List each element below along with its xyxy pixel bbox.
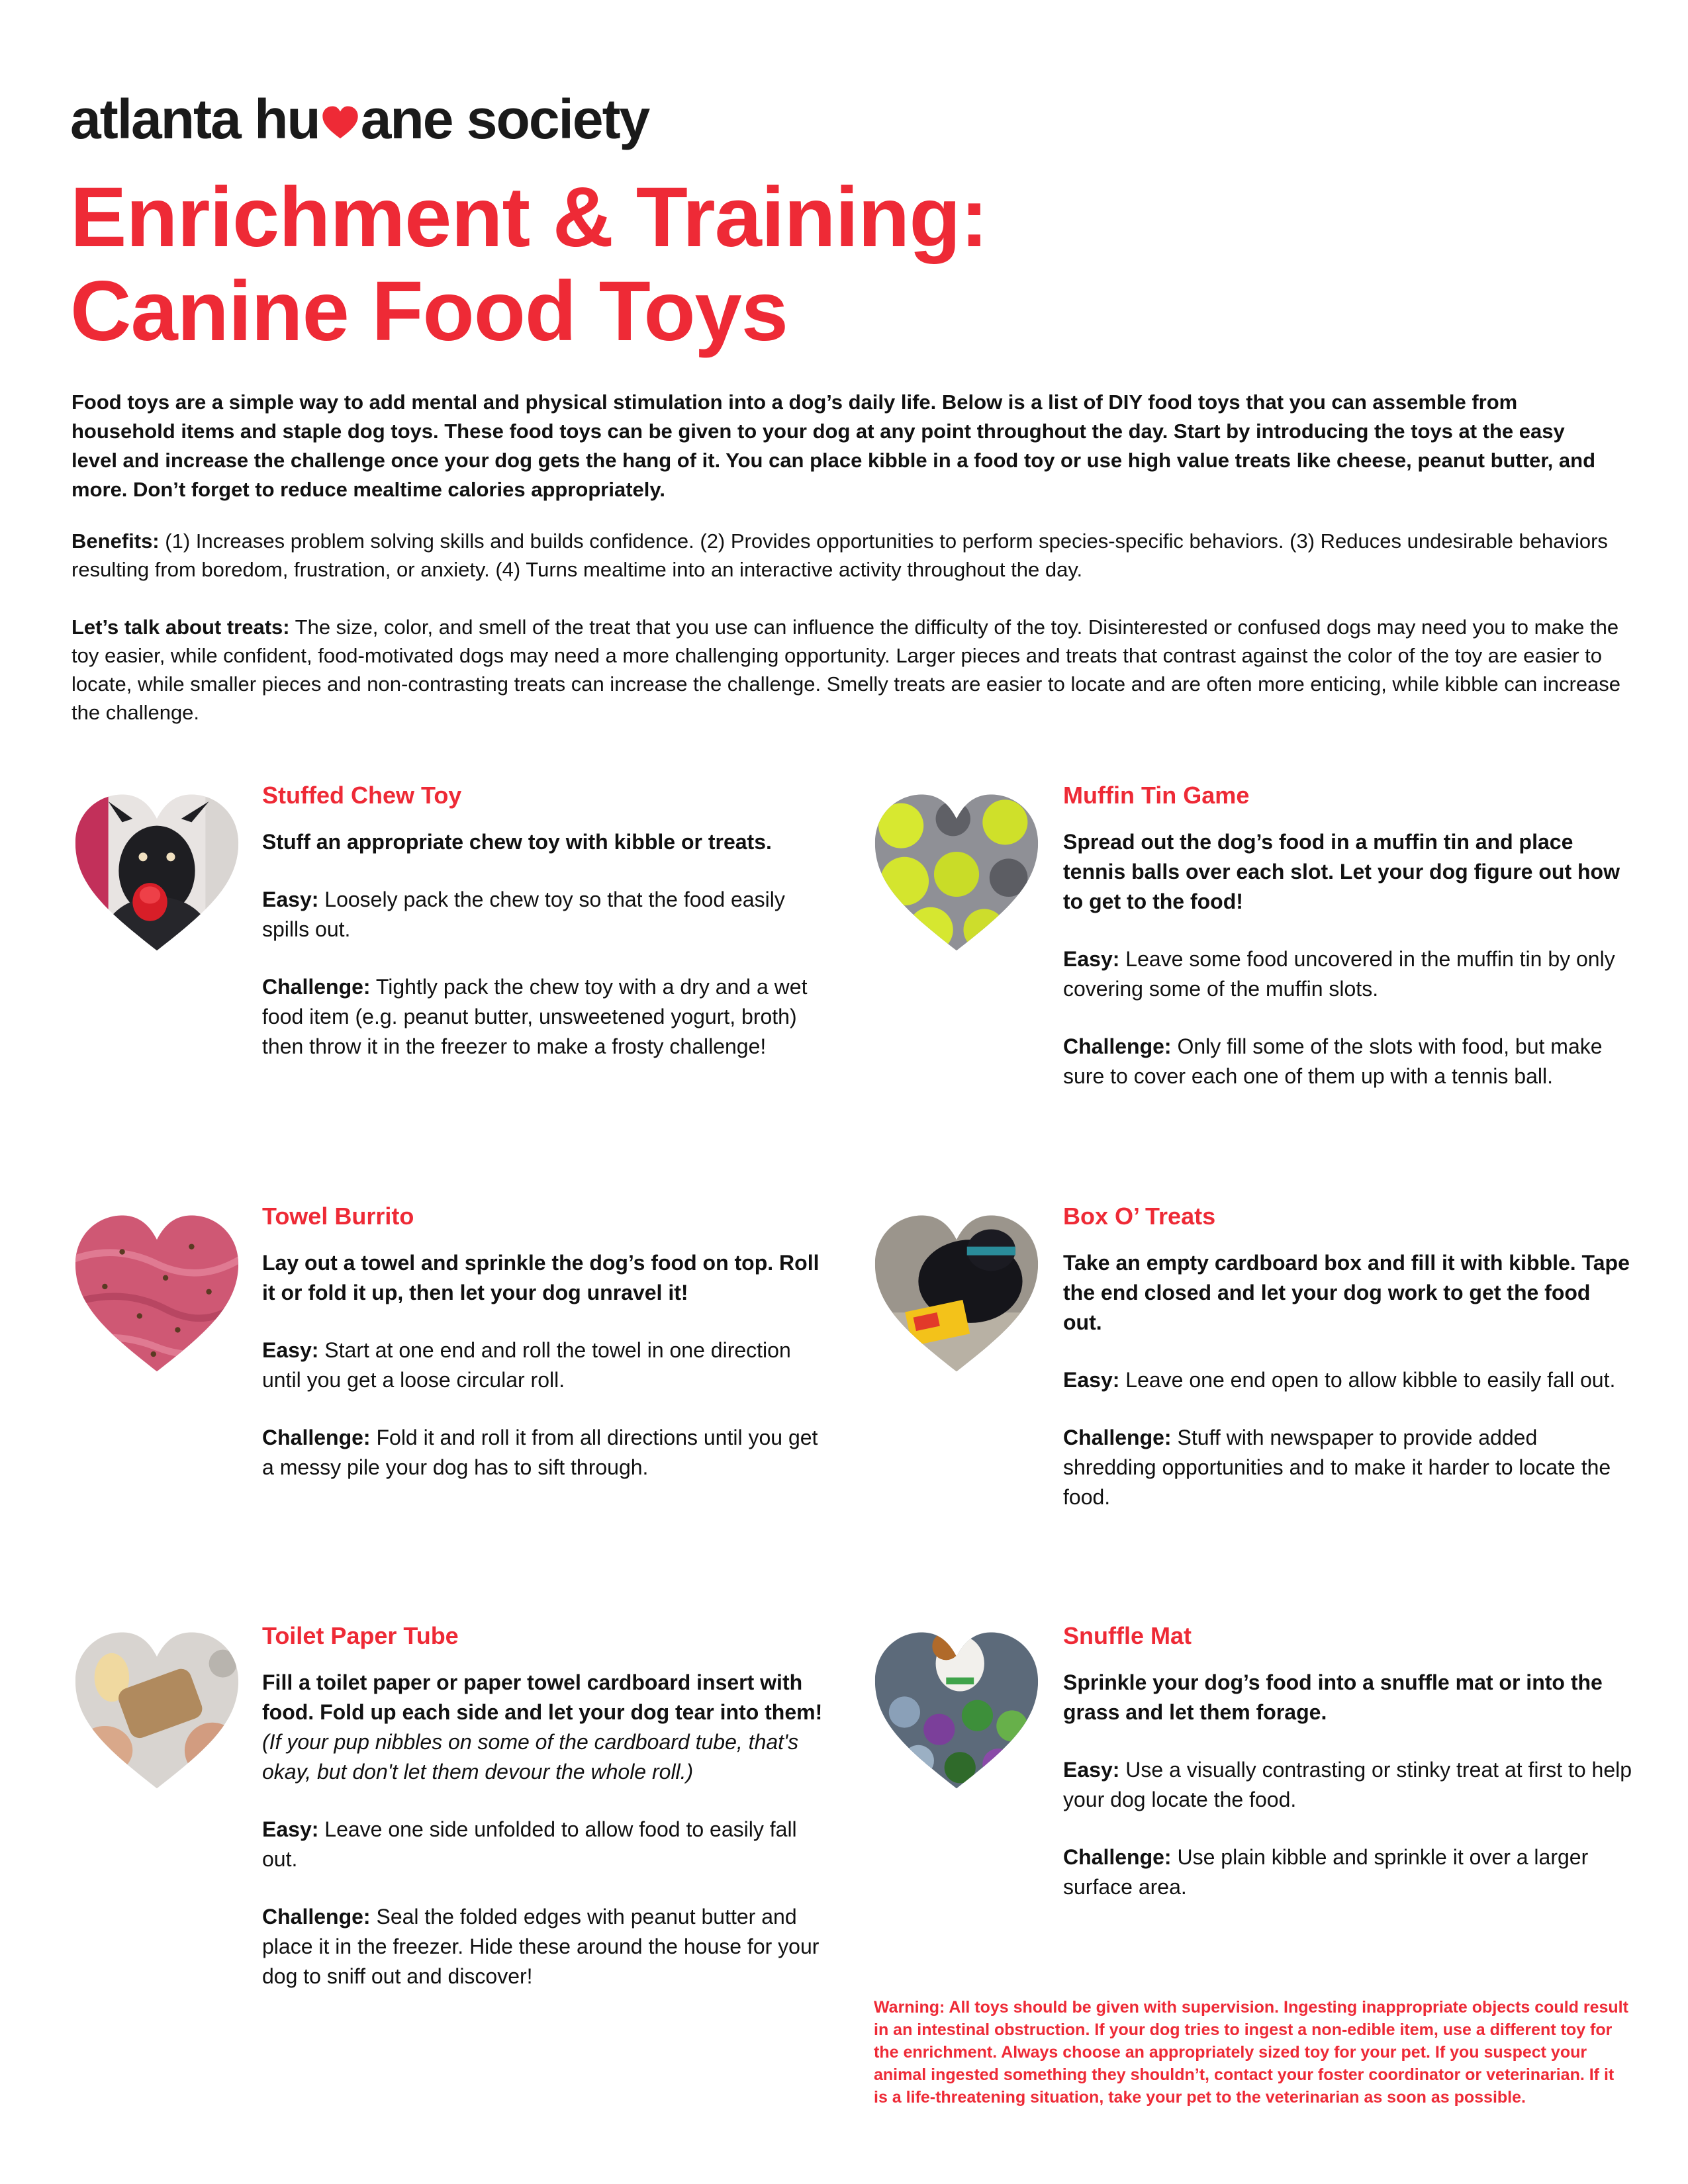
card-lead: Stuff an appropriate chew toy with kibble or treats. bbox=[262, 830, 772, 854]
challenge-label: Challenge: bbox=[1063, 1426, 1172, 1449]
challenge-text: Use plain kibble and sprinkle it over a larger surface area. bbox=[1063, 1845, 1589, 1899]
card-lead: Take an empty cardboard box and fill it with kibble. Tape the end closed and let your dog work to get the food out. bbox=[1063, 1251, 1630, 1334]
logo-text-start: atlanta hu bbox=[70, 88, 320, 150]
easy-text: Leave one end open to allow kibble to easily fall out. bbox=[1119, 1368, 1616, 1392]
benefits-label: Benefits: bbox=[71, 529, 160, 553]
easy-label: Easy: bbox=[1063, 947, 1120, 971]
card-title: Stuffed Chew Toy bbox=[262, 782, 462, 809]
card-lead bbox=[262, 1668, 831, 1787]
easy-label: Easy: bbox=[262, 1817, 319, 1841]
card-title: Muffin Tin Game bbox=[1063, 782, 1250, 809]
challenge-text: Seal the folded edges with peanut butter and place it in the freezer. Hide these around the house for your dog to sniff out and discover! bbox=[262, 1905, 820, 1988]
easy-text: Use a visually contrasting or stinky treat at first to help your dog locate the food. bbox=[1063, 1758, 1632, 1811]
muffin-tin-photo bbox=[870, 788, 1043, 961]
challenge-text: Fold it and roll it from all directions until you get a messy pile your dog has to sift through. bbox=[262, 1426, 818, 1479]
card-easy bbox=[1063, 1755, 1632, 1815]
box-treats-photo bbox=[870, 1208, 1043, 1382]
logo-text-end: ane society bbox=[360, 88, 649, 150]
intro-paragraph: Food toys are a simple way to add mental and physical stimulation into a dog’s daily life. Below is a list of DIY food toys that you can assemble from household items and staple dog toys. These food toys can be given to your dog at any point throughout the day. Start by introducing the toys at the easy level and increase the challenge once your dog gets the hang of it. You can place kibble in a food toy or use high value treats like cheese, peanut butter, and more. Don’t forget to reduce mealtime calories appropriately. bbox=[71, 390, 1596, 501]
card-challenge bbox=[1063, 1843, 1632, 1902]
toilet-paper-tube-photo bbox=[70, 1625, 244, 1799]
benefits-paragraph bbox=[71, 527, 1634, 584]
logo bbox=[70, 88, 649, 150]
card-toilet-paper-tube bbox=[262, 1621, 831, 2019]
challenge-label: Challenge: bbox=[1063, 1034, 1172, 1058]
treats-paragraph bbox=[71, 613, 1634, 727]
towel-photo bbox=[70, 1208, 244, 1382]
card-title: Snuffle Mat bbox=[1063, 1622, 1192, 1649]
card-lead: Lay out a towel and sprinkle the dog’s food on top. Roll it or fold it up, then let your dog unravel it! bbox=[262, 1251, 820, 1304]
card-challenge bbox=[262, 1902, 831, 1991]
page-title bbox=[70, 171, 988, 359]
challenge-label: Challenge: bbox=[262, 1426, 371, 1449]
treats-label: Let’s talk about treats: bbox=[71, 615, 290, 639]
challenge-text: Only fill some of the slots with food, but make sure to cover each one of them up with a tennis ball. bbox=[1063, 1034, 1603, 1088]
easy-text: Leave one side unfolded to allow food to easily fall out. bbox=[262, 1817, 797, 1871]
card-challenge bbox=[262, 972, 831, 1062]
warning-note: Warning: All toys should be given with supervision. Ingesting inappropriate objects could result in an intestinal obstruction. If your dog tries to ingest a non-edible item, use a different toy for the enrichment. Always choose an appropriately sized toy for your pet. If you suspect your animal ingested something they shouldn’t, contact your foster coordinator or veterinarian. If it is a life-threatening situation, take your pet to the veterinarian as soon as possible. bbox=[874, 1998, 1628, 2107]
card-lead: Spread out the dog’s food in a muffin tin and place tennis balls over each slot. Let your dog figure out how to get to the food! bbox=[1063, 830, 1620, 913]
card-muffin-tin-game bbox=[1063, 781, 1632, 1119]
card-challenge bbox=[262, 1423, 831, 1482]
card-challenge bbox=[1063, 1032, 1632, 1091]
card-towel-burrito bbox=[262, 1202, 831, 1510]
card-title: Toilet Paper Tube bbox=[262, 1622, 459, 1649]
easy-label: Easy: bbox=[262, 1338, 319, 1362]
easy-text: Leave some food uncovered in the muffin tin by only covering some of the muffin slots. bbox=[1063, 947, 1615, 1001]
card-box-o-treats bbox=[1063, 1202, 1632, 1540]
challenge-text: Tightly pack the chew toy with a dry and a wet food item (e.g. peanut butter, unsweetened yogurt, broth) then throw it in the freezer to make a frosty challenge! bbox=[262, 975, 808, 1058]
card-easy bbox=[262, 885, 831, 944]
card-snuffle-mat bbox=[1063, 1621, 1632, 1930]
card-stuffed-chew-toy bbox=[262, 781, 831, 1089]
card-easy bbox=[262, 1815, 831, 1874]
card-easy bbox=[262, 1336, 831, 1395]
title-line-2: Canine Food Toys bbox=[70, 264, 788, 359]
chew-toy-photo bbox=[70, 788, 244, 961]
heart-icon bbox=[321, 95, 359, 134]
card-title: Towel Burrito bbox=[262, 1203, 414, 1230]
challenge-label: Challenge: bbox=[262, 975, 371, 999]
treats-text: The size, color, and smell of the treat that you use can influence the difficulty of the toy. Disinterested or confused dogs may need you to make the toy easier, while confident, food-motivated dogs may need a more challenging opportunity. Larger pieces and treats that contrast against the color of the toy are easier to locate, while smaller pieces and non-contrasting treats can increase the challenge. Smelly treats are easier to locate and are often more enticing, while kibble can increase the challenge. bbox=[71, 615, 1621, 724]
snuffle-mat-photo bbox=[870, 1625, 1043, 1799]
challenge-label: Challenge: bbox=[1063, 1845, 1172, 1869]
easy-text: Loosely pack the chew toy so that the food easily spills out. bbox=[262, 887, 785, 941]
benefits-text: (1) Increases problem solving skills and builds confidence. (2) Provides opportunities to perform species-specific behaviors. (3) Reduces undesirable behaviors resulting from boredom, frustration, or anxiety. (4) Turns mealtime into an interactive activity throughout the day. bbox=[71, 529, 1608, 581]
title-line-1: Enrichment & Training: bbox=[70, 170, 988, 265]
challenge-label: Challenge: bbox=[262, 1905, 371, 1929]
easy-label: Easy: bbox=[1063, 1758, 1120, 1782]
easy-text: Start at one end and roll the towel in one direction until you get a loose circular roll. bbox=[262, 1338, 791, 1392]
card-easy bbox=[1063, 944, 1632, 1004]
card-easy bbox=[1063, 1365, 1632, 1395]
card-lead: Sprinkle your dog’s food into a snuffle mat or into the grass and let them forage. bbox=[1063, 1670, 1603, 1724]
card-challenge bbox=[1063, 1423, 1632, 1512]
card-title: Box O’ Treats bbox=[1063, 1203, 1216, 1230]
challenge-text: Stuff with newspaper to provide added shredding opportunities and to make it harder to locate the food. bbox=[1063, 1426, 1611, 1509]
easy-label: Easy: bbox=[1063, 1368, 1120, 1392]
lead-note: (If your pup nibbles on some of the cardboard tube, that's okay, but don't let them devour the whole roll.) bbox=[262, 1730, 799, 1784]
lead-text: Fill a toilet paper or paper towel cardboard insert with food. Fold up each side and let your dog tear into them! bbox=[262, 1670, 823, 1724]
easy-label: Easy: bbox=[262, 887, 319, 911]
